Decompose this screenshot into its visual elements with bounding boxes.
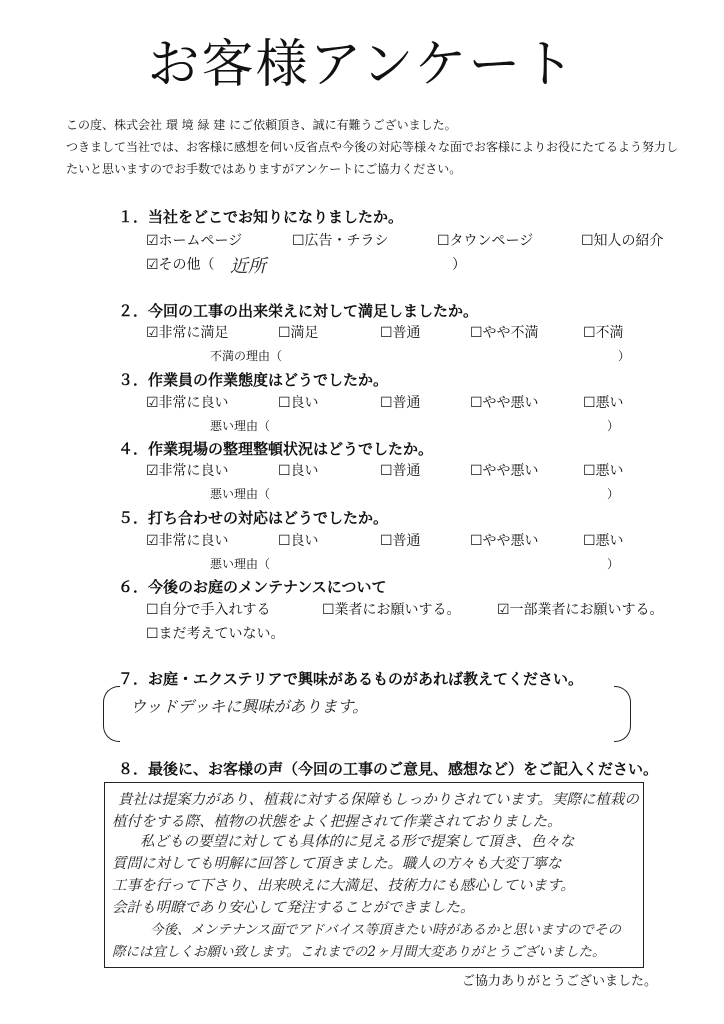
q1-other-close: ） [452, 257, 466, 273]
question-1: １．当社をどこでお知りになりましたか。 [118, 208, 404, 226]
q1-option-ad[interactable]: ☐広告・チラシ [292, 233, 389, 249]
q8-answer-line-3: 私どもの要望に対しても具体的に見える形で提案して頂き、色々な [140, 834, 575, 850]
q8-answer-line-5: 工事を行って下さり、出来映えに大満足、技術力にも感心しています。 [112, 878, 575, 894]
intro-line-1: この度、株式会社 環 境 緑 建 にご依頼頂き、誠に有難うございました。 [66, 118, 457, 132]
footer-thanks: ご協力ありがとうございました。 [462, 974, 658, 989]
q6-option-self[interactable]: ☐自分で手入れする [146, 602, 271, 618]
q2-option-neutral[interactable]: ☐普通 [380, 325, 421, 341]
q2-option-unsatisfied[interactable]: ☐不満 [583, 325, 624, 341]
q1-option-townpage[interactable]: ☐タウンページ [437, 233, 534, 249]
q8-answer-line-8: 際には宜しくお願い致します。これまでの2ヶ月間大変ありがとうございました。 [112, 944, 606, 960]
q2-option-very-satisfied[interactable]: ☑非常に満足 [146, 325, 229, 341]
q5-option-good[interactable]: ☐良い [278, 533, 319, 549]
q8-answer-line-1: 貴社は提案力があり、植栽に対する保障もしっかりされています。実際に植栽の [118, 792, 639, 808]
q4-option-slightly-bad[interactable]: ☐やや悪い [470, 463, 539, 479]
q7-answer[interactable]: ウッドデッキに興味があります。 [130, 697, 369, 716]
q4-option-good[interactable]: ☐良い [278, 463, 319, 479]
q5-reason-close: ） [607, 557, 620, 571]
intro-line-2: つきまして当社では、お客様に感想を伺い反省点や今後の対応等様々な面でお客様によりお役にたてるよう努力し [66, 140, 679, 154]
q1-option-homepage[interactable]: ☑ホームページ [146, 233, 243, 249]
question-8: ８．最後に、お客様の声（今回の工事のご意見、感想など）をご記入ください。 [118, 760, 659, 778]
q2-reason-label: 不満の理由（ [210, 349, 283, 363]
q1-other-answer: 近所 [230, 256, 266, 277]
question-2: ２．今回の工事の出来栄えに対して満足しましたか。 [118, 302, 479, 320]
q4-reason-close: ） [607, 487, 620, 501]
q3-reason-close: ） [607, 419, 620, 433]
question-6: ６．今後のお庭のメンテナンスについて [118, 578, 387, 596]
q2-option-satisfied[interactable]: ☐満足 [278, 325, 319, 341]
q6-option-undecided[interactable]: ☐まだ考えていない。 [146, 626, 285, 642]
q3-option-neutral[interactable]: ☐普通 [380, 395, 421, 411]
q4-reason-label: 悪い理由（ [210, 487, 271, 501]
q1-option-acquaintance[interactable]: ☐知人の紹介 [581, 233, 664, 249]
q6-option-contractor[interactable]: ☐業者にお願いする。 [322, 602, 461, 618]
q3-option-very-good[interactable]: ☑非常に良い [146, 395, 229, 411]
question-3: ３．作業員の作業態度はどうでしたか。 [118, 371, 389, 389]
q3-option-good[interactable]: ☐良い [278, 395, 319, 411]
q4-option-neutral[interactable]: ☐普通 [380, 463, 421, 479]
question-7: ７．お庭・エクステリアで興味があるものがあれば教えてください。 [118, 670, 584, 688]
q5-option-bad[interactable]: ☐悪い [583, 533, 624, 549]
q5-option-very-good[interactable]: ☑非常に良い [146, 533, 229, 549]
q5-option-neutral[interactable]: ☐普通 [380, 533, 421, 549]
q4-option-bad[interactable]: ☐悪い [583, 463, 624, 479]
q2-reason-close: ） [618, 349, 631, 363]
question-4: ４．作業現場の整理整頓状況はどうでしたか。 [118, 440, 434, 458]
q6-option-partial-contractor[interactable]: ☑一部業者にお願いする。 [497, 602, 664, 618]
question-5: ５．打ち合わせの対応はどうでしたか。 [118, 509, 389, 527]
q2-option-slightly-unsatisfied[interactable]: ☐やや不満 [470, 325, 539, 341]
q3-option-bad[interactable]: ☐悪い [583, 395, 624, 411]
q5-option-slightly-bad[interactable]: ☐やや悪い [470, 533, 539, 549]
q1-option-other[interactable]: ☑その他（ [146, 257, 215, 273]
q8-answer-line-6: 会計も明瞭であり安心して発注することができました。 [112, 900, 475, 916]
q7-answer-bracket-right [614, 686, 631, 742]
q3-reason-label: 悪い理由（ [210, 419, 271, 433]
q8-answer-line-7: 今後、メンテナンス面でアドバイス等頂きたい時があるかと思いますのでその [150, 922, 622, 938]
q8-answer-line-2: 植付をする際、植物の状態をよく把握されて作業されておりました。 [112, 814, 562, 830]
q7-answer-bracket-left [103, 686, 120, 742]
page-title: お客様アンケート [147, 35, 577, 95]
intro-line-3: たいと思いますのでお手数ではありますがアンケートにご協力ください。 [66, 162, 462, 176]
q5-reason-label: 悪い理由（ [210, 557, 271, 571]
q4-option-very-good[interactable]: ☑非常に良い [146, 463, 229, 479]
q3-option-slightly-bad[interactable]: ☐やや悪い [470, 395, 539, 411]
q8-answer-line-4: 質問に対しても明解に回答して頂きました。職人の方々も大変丁寧な [112, 856, 562, 872]
